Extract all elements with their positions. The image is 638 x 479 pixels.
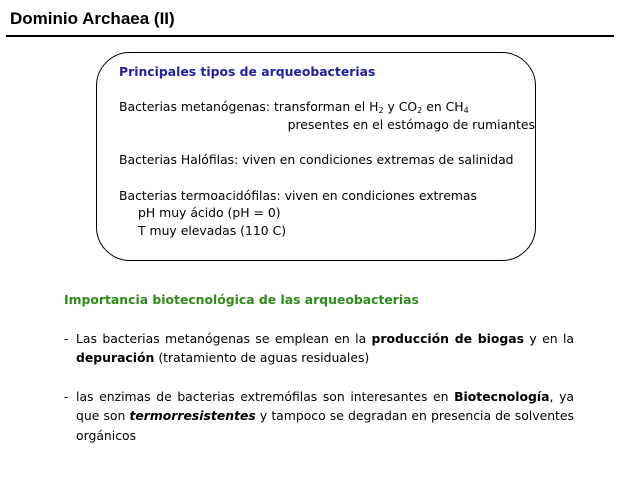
biotecnologia-emphasis: Biotecnología <box>454 388 550 404</box>
termo-ph-line: pH muy ácido (pH = 0) <box>138 205 281 221</box>
importance-bullet-1 <box>64 329 574 368</box>
bullet-1-text: Las bacterias metanógenas se emplean en la producción de biogas y en la depuración (tratamiento de aguas residuales) <box>76 330 574 365</box>
archaea-types-content <box>119 63 539 240</box>
depuracion-emphasis: depuración <box>76 350 155 365</box>
ch4-subscript: 4 <box>463 106 469 116</box>
title-underline <box>6 35 614 37</box>
metanogenas-line <box>119 98 539 116</box>
importance-section <box>64 290 574 445</box>
metanogenas-line-2: presentes en el estómago de rumiantes <box>287 117 535 133</box>
halofilas-line: Bacterias Halófilas: viven en condiciones extremas de salinidad <box>119 152 514 168</box>
metanogenas-text-c: en CH <box>422 99 464 115</box>
types-heading: Principales tipos de arqueobacterias <box>119 64 376 79</box>
termoacidofilas-line: Bacterias termoacidófilas: viven en condiciones extremas <box>119 187 477 203</box>
termorresistentes-emphasis: termorresistentes <box>129 408 256 423</box>
h2-subscript: 2 <box>378 106 384 116</box>
bullet-2-text: las enzimas de bacterias extremófilas son interesantes en Biotecnología, ya que son termorresistentes y tampoco se degradan en presencia de solventes orgánicos <box>76 388 574 443</box>
importance-bullet-2 <box>64 387 574 446</box>
metanogenas-text-b: y CO <box>383 99 418 115</box>
importance-heading: Importancia biotecnológica de las arqueobacterias <box>64 292 419 307</box>
metanogenas-text-a: Bacterias metanógenas: transforman el H <box>119 99 379 115</box>
termo-temperature-line: T muy elevadas (110 C) <box>138 223 287 239</box>
co2-subscript: 2 <box>417 106 423 116</box>
bullet-dash: - <box>64 388 69 404</box>
slide-title: Dominio Archaea (II) <box>10 9 175 28</box>
bullet-dash: - <box>64 330 69 346</box>
biogas-emphasis: producción de biogas <box>371 330 525 346</box>
